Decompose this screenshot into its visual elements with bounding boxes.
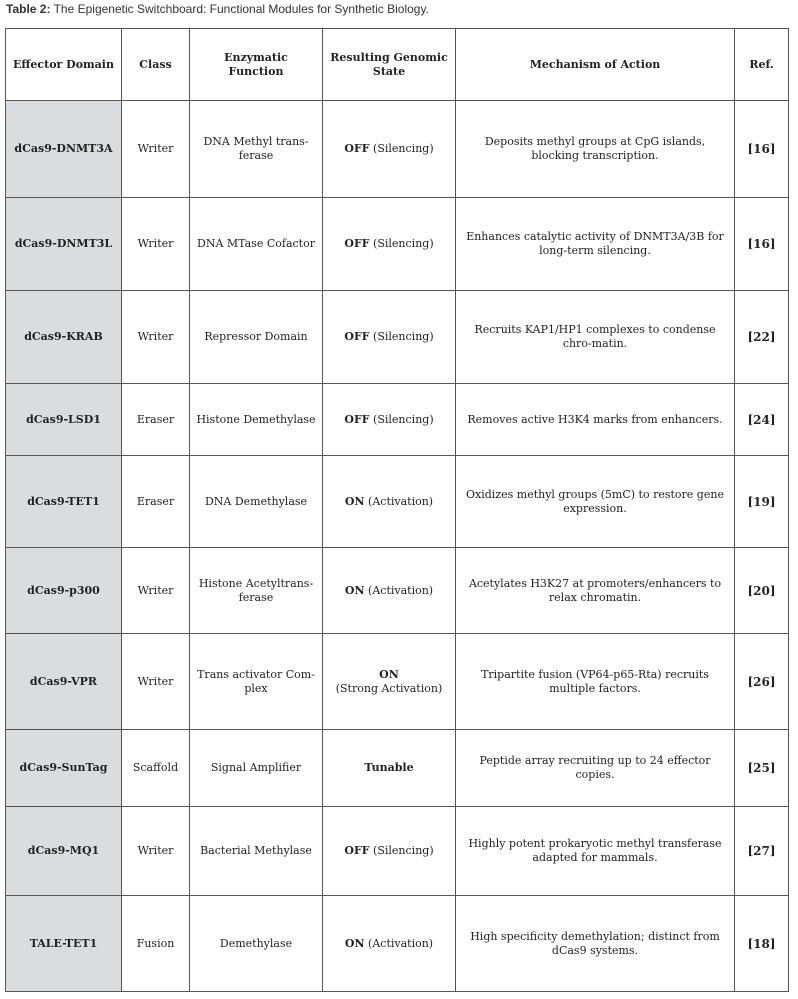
state-detail: (Silencing) <box>369 142 434 155</box>
class-cell: Writer <box>122 548 190 634</box>
state-detail: (Activation) <box>364 494 434 508</box>
function-cell: Signal Amplifier <box>190 730 323 807</box>
ref-cell: [16] <box>735 198 789 291</box>
effector-cell: dCas9-KRAB <box>6 291 122 384</box>
class-cell: Eraser <box>122 384 190 456</box>
state-keyword: ON <box>379 667 399 681</box>
state-cell <box>323 101 456 198</box>
state-cell <box>323 384 456 456</box>
header-row <box>6 29 789 101</box>
state-detail: (Silencing) <box>369 844 434 857</box>
class-cell: Writer <box>122 807 190 896</box>
caption-label: Table 2: <box>6 2 51 16</box>
header-class: Class <box>122 29 190 101</box>
effector-cell: TALE-TET1 <box>6 896 122 992</box>
state-cell <box>323 634 456 730</box>
state-detail: (Activation) <box>364 936 434 950</box>
ref-cell: [22] <box>735 291 789 384</box>
state-cell <box>323 807 456 896</box>
mechanism-cell: Peptide array recruiting up to 24 effector copies. <box>456 730 735 807</box>
class-cell: Writer <box>122 634 190 730</box>
ref-cell: [24] <box>735 384 789 456</box>
state-keyword: OFF <box>344 237 370 250</box>
mechanism-cell: Tripartite fusion (VP64-p65-Rta) recruits multiple factors. <box>456 634 735 730</box>
state-keyword: OFF <box>344 412 370 426</box>
table-caption <box>6 2 429 16</box>
header-ref: Ref. <box>735 29 789 101</box>
mechanism-cell: High specificity demethylation; distinct from dCas9 systems. <box>456 896 735 992</box>
table-row <box>6 730 789 807</box>
state-keyword: OFF <box>344 330 370 343</box>
state-cell <box>323 198 456 291</box>
table-row <box>6 198 789 291</box>
function-cell: Repressor Domain <box>190 291 323 384</box>
ref-cell: [26] <box>735 634 789 730</box>
header-enzymatic-function: Enzymatic Function <box>190 29 323 101</box>
effector-table <box>5 28 789 992</box>
table-row <box>6 634 789 730</box>
function-cell: Trans activator Com-plex <box>190 634 323 730</box>
class-cell: Writer <box>122 291 190 384</box>
mechanism-cell: Acetylates H3K27 at promoters/enhancers to relax chromatin. <box>456 548 735 634</box>
table-row <box>6 807 789 896</box>
ref-cell: [18] <box>735 896 789 992</box>
function-cell: DNA Demethylase <box>190 456 323 548</box>
function-cell: Histone Demethylase <box>190 384 323 456</box>
mechanism-cell: Recruits KAP1/HP1 complexes to condense chro-matin. <box>456 291 735 384</box>
table-row <box>6 896 789 992</box>
state-keyword: ON <box>344 583 365 597</box>
state-cell <box>323 730 456 807</box>
effector-cell: dCas9-p300 <box>6 548 122 634</box>
mechanism-cell: Oxidizes methyl groups (5mC) to restore gene expression. <box>456 456 735 548</box>
state-cell <box>323 548 456 634</box>
state-cell <box>323 896 456 992</box>
ref-cell: [20] <box>735 548 789 634</box>
state-detail: (Silencing) <box>369 330 434 343</box>
state-keyword: OFF <box>344 844 370 857</box>
function-cell: DNA Methyl trans-ferase <box>190 101 323 198</box>
state-detail: (Silencing) <box>369 237 434 250</box>
header-effector-domain: Effector Domain <box>6 29 122 101</box>
state-detail: (Activation) <box>364 583 434 597</box>
caption-text: The Epigenetic Switchboard: Functional Modules for Synthetic Biology. <box>53 2 429 16</box>
mechanism-cell: Enhances catalytic activity of DNMT3A/3B for long-term silencing. <box>456 198 735 291</box>
class-cell: Fusion <box>122 896 190 992</box>
table-row <box>6 101 789 198</box>
function-cell: Histone Acetyltrans-ferase <box>190 548 323 634</box>
ref-cell: [19] <box>735 456 789 548</box>
state-cell <box>323 291 456 384</box>
mechanism-cell: Highly potent prokaryotic methyl transferase adapted for mammals. <box>456 807 735 896</box>
state-keyword: OFF <box>344 142 370 155</box>
class-cell: Writer <box>122 101 190 198</box>
effector-cell: dCas9-VPR <box>6 634 122 730</box>
mechanism-cell: Removes active H3K4 marks from enhancers. <box>456 384 735 456</box>
mechanism-cell: Deposits methyl groups at CpG islands, blocking transcription. <box>456 101 735 198</box>
effector-cell: dCas9-TET1 <box>6 456 122 548</box>
table-row <box>6 548 789 634</box>
state-detail: (Strong Activation) <box>335 681 443 695</box>
effector-cell: dCas9-MQ1 <box>6 807 122 896</box>
class-cell: Eraser <box>122 456 190 548</box>
effector-cell: dCas9-DNMT3L <box>6 198 122 291</box>
function-cell: Bacterial Methylase <box>190 807 323 896</box>
state-keyword: Tunable <box>364 761 414 774</box>
state-keyword: ON <box>344 494 365 508</box>
state-cell <box>323 456 456 548</box>
class-cell: Writer <box>122 198 190 291</box>
table-row <box>6 291 789 384</box>
table-row <box>6 384 789 456</box>
ref-cell: [25] <box>735 730 789 807</box>
table-row <box>6 456 789 548</box>
state-detail: (Silencing) <box>369 412 434 426</box>
header-mechanism: Mechanism of Action <box>456 29 735 101</box>
ref-cell: [16] <box>735 101 789 198</box>
function-cell: Demethylase <box>190 896 323 992</box>
effector-cell: dCas9-LSD1 <box>6 384 122 456</box>
effector-cell: dCas9-DNMT3A <box>6 101 122 198</box>
state-keyword: ON <box>344 936 365 950</box>
ref-cell: [27] <box>735 807 789 896</box>
class-cell: Scaffold <box>122 730 190 807</box>
function-cell: DNA MTase Cofactor <box>190 198 323 291</box>
header-genomic-state: Resulting Genomic State <box>323 29 456 101</box>
effector-cell: dCas9-SunTag <box>6 730 122 807</box>
